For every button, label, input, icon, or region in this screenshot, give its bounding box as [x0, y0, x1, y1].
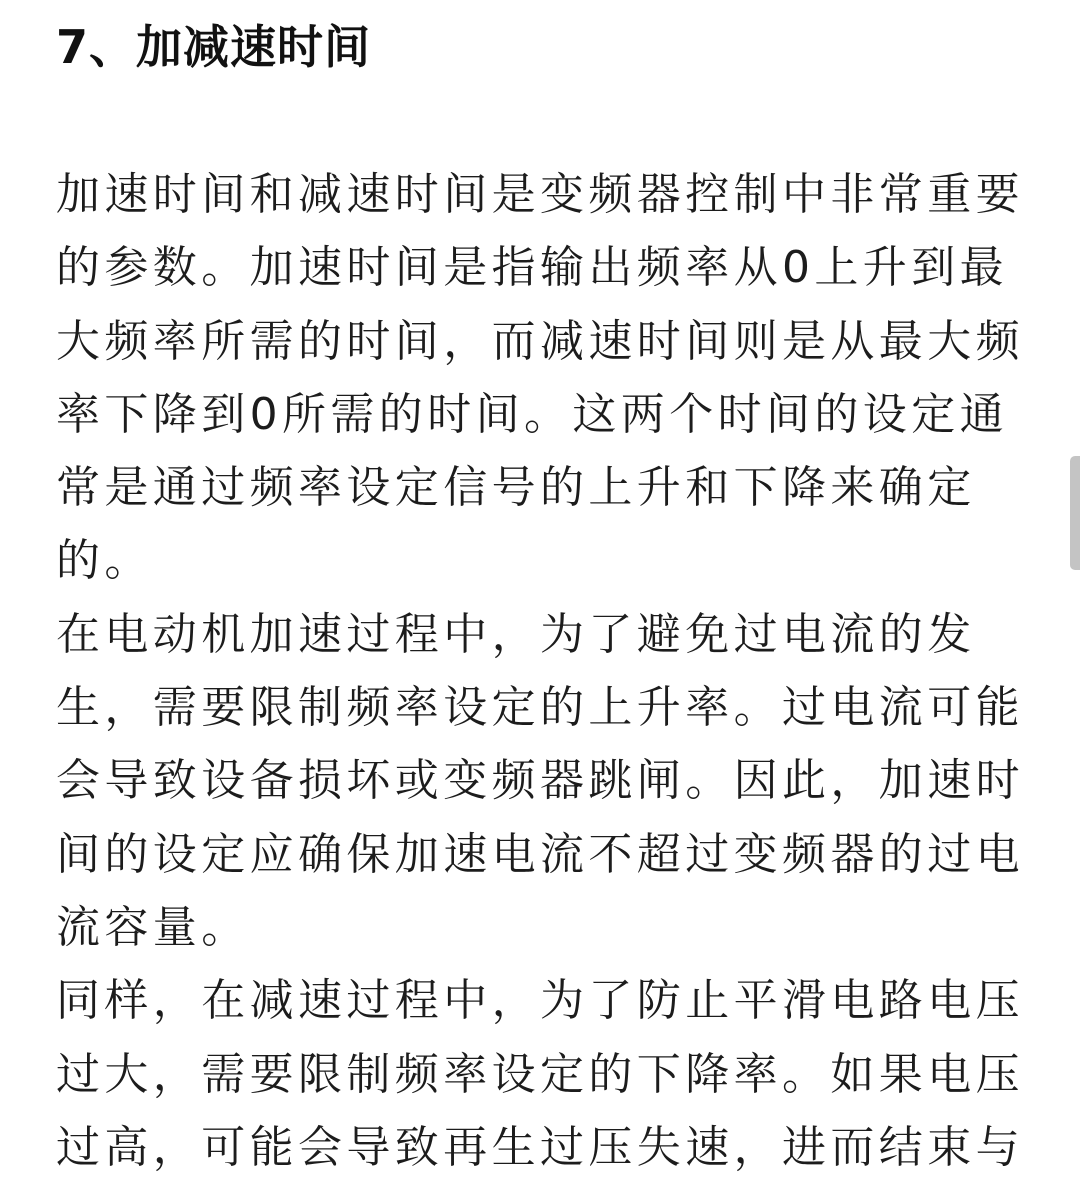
- paragraph-2: [56, 598, 1028, 964]
- text-line: 会导致设备损坏或变频器跳闸。因此，加速时: [56, 755, 1024, 807]
- paragraph-3: [56, 964, 1028, 1184]
- article: [56, 0, 1028, 1173]
- text-line: 在电动机加速过程中，为了避免过电流的发: [56, 608, 976, 660]
- text-line: 大频率所需的时间，而减速时间则是从最大频: [56, 315, 1024, 367]
- text-line: 间的设定应确保加速电流不超过变频器的过电: [56, 828, 1024, 880]
- text-line: 的参数。加速时间是指输出频率从0上升到最: [56, 242, 1008, 294]
- paragraph-1: [56, 158, 1028, 598]
- text-line: 率下降到0所需的时间。这两个时间的设定通: [56, 388, 1008, 440]
- text-line: 生，需要限制频率设定的上升率。过电流可能: [56, 682, 1024, 734]
- text-line: 流容量。: [56, 901, 250, 953]
- text-line: 同样，在减速过程中，为了防止平滑电路电压: [56, 975, 1024, 1027]
- article-body: [56, 158, 1028, 1184]
- scrollbar-thumb[interactable]: [1070, 456, 1080, 570]
- text-line: 过高，可能会导致再生过压失速，进而结束与: [56, 1121, 1024, 1173]
- text-line: 的。: [56, 535, 153, 587]
- text-line: 过大，需要限制频率设定的下降率。如果电压: [56, 1048, 1024, 1100]
- section-title: 7、加减速时间: [56, 20, 372, 74]
- text-line: 加速时间和减速时间是变频器控制中非常重要: [56, 169, 1024, 220]
- text-line: 常是通过频率设定信号的上升和下降来确定: [56, 462, 976, 514]
